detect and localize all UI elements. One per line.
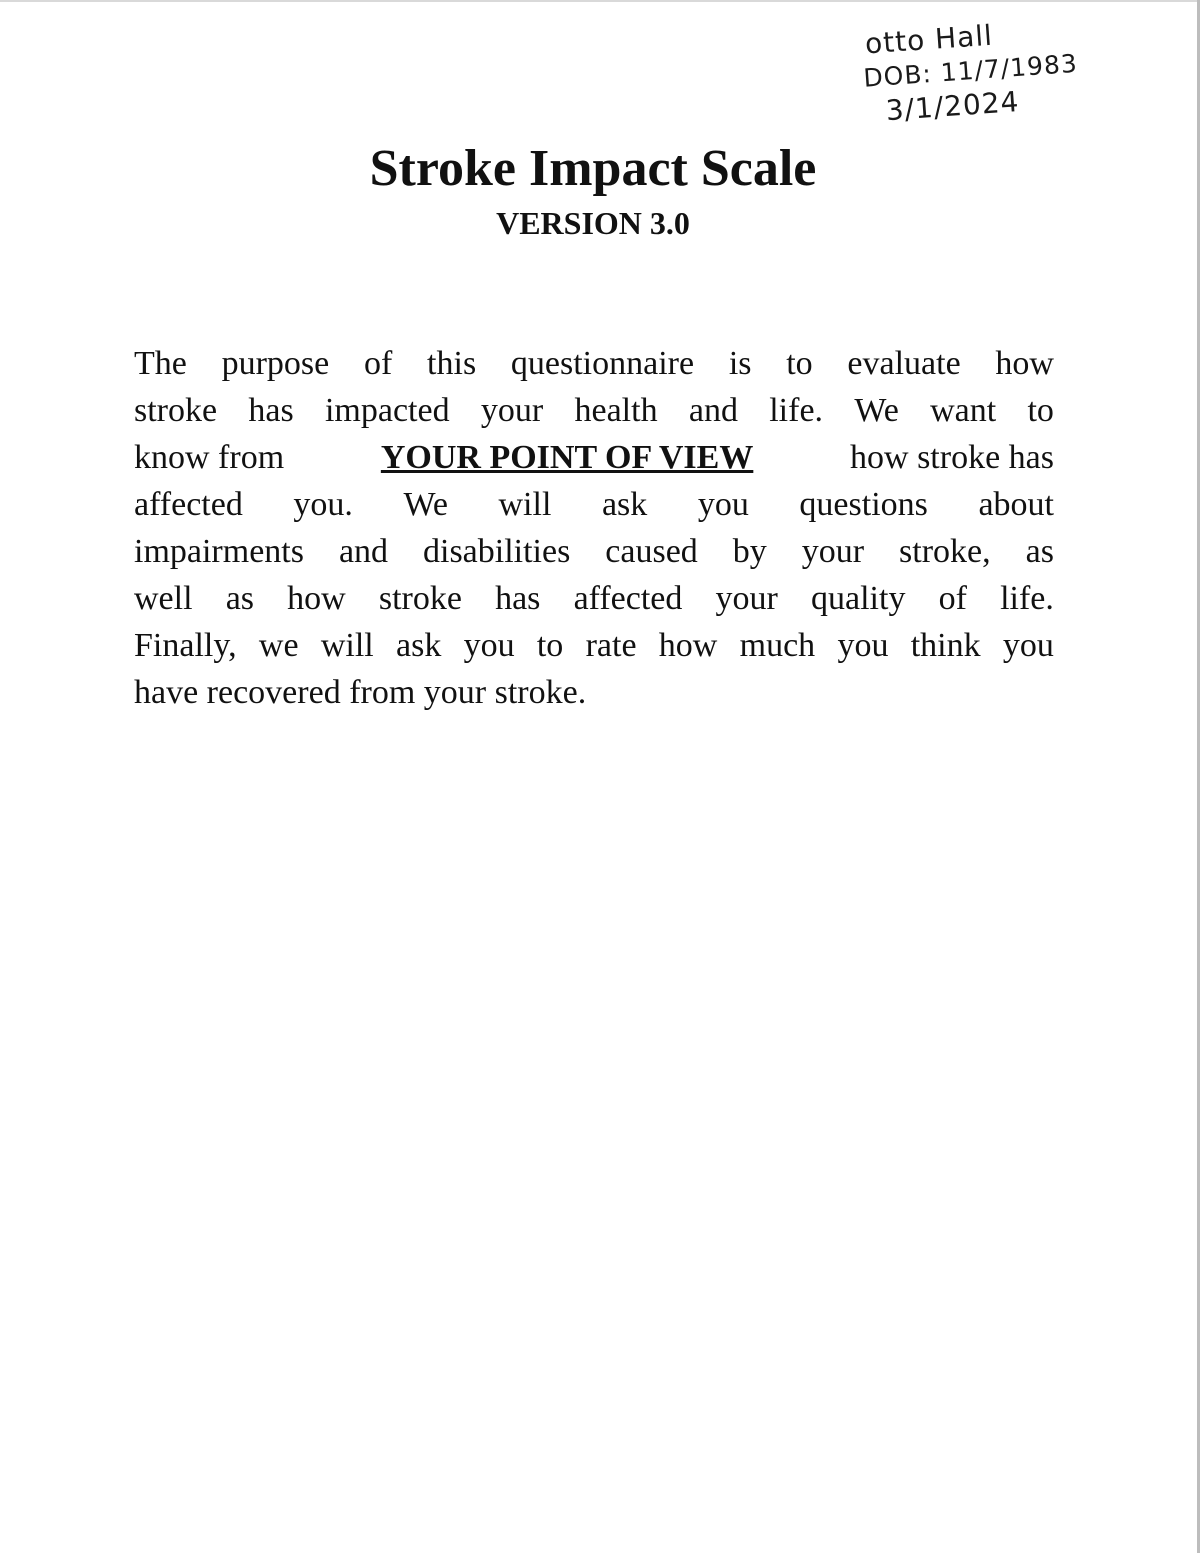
intro-word: want (930, 392, 997, 429)
handwritten-date: 3/1/2024 (884, 84, 1021, 128)
point-of-view-emphasis: YOUR POINT OF VIEW (380, 439, 754, 476)
intro-word: evaluate (847, 345, 961, 382)
intro-line (134, 340, 1054, 387)
document-version: VERSION 3.0 (496, 205, 690, 241)
intro-word: questions (799, 486, 928, 523)
intro-word: you (837, 627, 889, 664)
intro-word: life. (1000, 580, 1054, 617)
intro-line (134, 481, 1054, 528)
intro-word: you (1002, 627, 1054, 664)
intro-word: purpose (221, 345, 330, 382)
intro-text: how stroke has (850, 439, 1054, 476)
intro-word: is (728, 345, 752, 382)
intro-word: impacted (324, 392, 450, 429)
intro-line (134, 669, 1054, 716)
intro-word: stroke, (899, 533, 991, 570)
intro-word: to (536, 627, 564, 664)
intro-word: think (910, 627, 981, 664)
intro-word: you. (293, 486, 353, 523)
intro-word: to (786, 345, 813, 382)
intro-word: rate (585, 627, 637, 664)
intro-word: how (995, 345, 1054, 382)
intro-paragraph (134, 340, 1054, 716)
intro-word: as (1025, 533, 1054, 570)
intro-word: has (495, 580, 541, 617)
intro-text: know from (134, 439, 285, 476)
intro-word: caused (605, 533, 698, 570)
scan-edge-top (0, 0, 1200, 2)
intro-word: life. (769, 392, 824, 429)
intro-word: will (320, 627, 374, 664)
intro-word: We (403, 486, 448, 523)
intro-word: of (938, 580, 967, 617)
intro-line (134, 387, 1054, 434)
intro-word: this (427, 345, 477, 382)
intro-word: your (801, 533, 865, 570)
intro-word: as (225, 580, 255, 617)
intro-word: your (715, 580, 778, 617)
intro-line (134, 528, 1054, 575)
intro-word: we (258, 627, 299, 664)
intro-line (134, 434, 1054, 481)
intro-word: quality (811, 580, 906, 617)
intro-word: well (134, 580, 193, 617)
intro-word: much (739, 627, 816, 664)
intro-word: about (978, 486, 1054, 523)
intro-word: disabilities (423, 533, 571, 570)
intro-word: affected (134, 486, 243, 523)
handwritten-date-of-birth: DOB: 11/7/1983 (862, 48, 1079, 93)
intro-word: will (498, 486, 552, 523)
handwritten-patient-note (858, 10, 1124, 130)
intro-word: stroke (378, 580, 462, 617)
intro-word: you (697, 486, 749, 523)
intro-word: impairments (134, 533, 304, 570)
intro-word: health (574, 392, 658, 429)
intro-word: The (134, 345, 187, 382)
intro-word: and (688, 392, 738, 429)
intro-word: how (658, 627, 718, 664)
intro-word: questionnaire (510, 345, 695, 382)
intro-word: has (248, 392, 294, 429)
intro-word: how (287, 580, 346, 617)
intro-word: your (480, 392, 544, 429)
intro-word: you (463, 627, 515, 664)
intro-word: to (1027, 392, 1054, 429)
intro-text: have recovered from your stroke. (134, 674, 587, 711)
intro-word: by (732, 533, 767, 570)
handwritten-patient-name: otto Hall (863, 18, 994, 61)
intro-word: stroke (134, 392, 218, 429)
document-title: Stroke Impact Scale (369, 140, 817, 197)
intro-word: ask (396, 627, 442, 664)
intro-word: We (854, 392, 899, 429)
intro-word: ask (601, 486, 648, 523)
intro-word: affected (573, 580, 683, 617)
intro-word: Finally, (134, 627, 237, 664)
intro-word: of (363, 345, 393, 382)
intro-line (134, 575, 1054, 622)
intro-line (134, 622, 1054, 669)
intro-word: and (338, 533, 389, 570)
